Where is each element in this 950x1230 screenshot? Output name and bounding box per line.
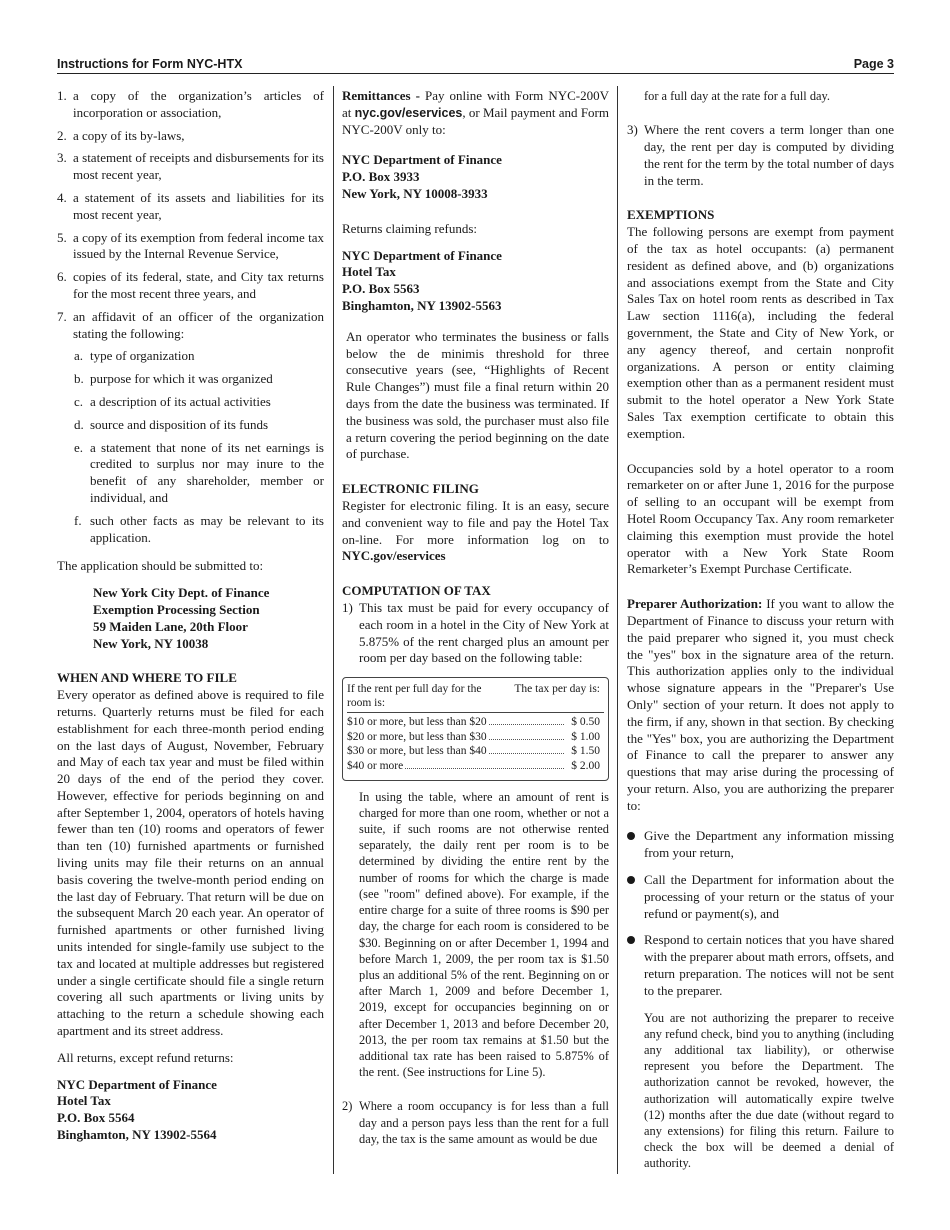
sublist-item: e. a statement that none of its net earnings is credited to surplus nor may inure to the benefit of any shareholder, member or individual, and: [74, 439, 324, 505]
refunds-intro: Returns claiming refunds:: [342, 220, 478, 236]
submit-intro: The application should be submitted to:: [57, 558, 264, 574]
sublist-item: f. such other facts as may be relevant to its application.: [74, 512, 324, 545]
electronic-filing-text: Register for electronic filing. It is an easy, secure and convenient way to file and pay the Hotel Tax on-line. For more information log on to NYC.gov/eservices: [342, 497, 609, 564]
preparer-authorization-text: Preparer Authorization: If you want to allow the Department of Finance to discuss your return with the paid preparer who signed it, you must check the "yes" box in the signature area of the return. This authorization applies only to the individual whose signature appears in the "Preparer's Use Only" section of your return. It does not apply to the firm, if any, shown in that section. By checking the "Yes" box, you are authorizing the Department of Finance to call the preparer to answer any questions that may arise during the processing of your return. Also, you are authorizing the preparer to:: [627, 596, 894, 813]
list-item: 1. a copy of the organization’s articles of incorporation or association,: [57, 88, 324, 120]
computation-item-2: 2) Where a room occupancy is for less than a full day and a person pays less than the rent for a full day, the tax is the same amount as would be due: [342, 1099, 609, 1146]
affidavit-sublist: [57, 348, 324, 546]
eservices-link[interactable]: nyc.gov/eservices: [354, 105, 463, 120]
column-3: [627, 88, 894, 1172]
column-divider-1: [333, 86, 334, 1174]
rent-column-header: If the rent per full day for the room is:: [347, 683, 482, 709]
refunds-address: NYC Department of Finance Hotel Tax P.O. Box 5563 Binghamton, NY 13902-5563: [342, 247, 502, 313]
bullet-icon: [627, 936, 635, 944]
remarketer-text: Occupancies sold by a hotel operator to a room remarketer on or after June 1, 2016 for the purpose of selling to an occupant will be exempt from Hotel Room Occupancy Tax. Any room remarketer claiming this exemption must provide the hotel operator with a New York State Room Remarketer’s Exempt Purchase Certificate.: [627, 460, 894, 577]
list-item: Respond to certain notices that you have shared with the preparer about math errors, offsets, and return preparation. The notices will not be sent to the preparer.: [627, 932, 894, 999]
returns-address: NYC Department of Finance Hotel Tax P.O. Box 5564 Binghamton, NY 13902-5564: [57, 1076, 217, 1143]
table-row: $30 or more, but less than $40 $ 1.50: [347, 745, 600, 758]
column-1: [57, 88, 324, 1144]
exemptions-text: The following persons are exempt from payment of the tax as hotel occupants: (a) permanent resident as defined above, and (b) organizations and associations exempt from the State and City Sales Tax on hotel room rents as described in Tax Law section 1116(a), including the federal government, the State and City of New York, or any agency thereof, and certain nonprofit organizations. A person or entity claiming exemption other than as a permanent resident must submit to the hotel operator a New York State Sales Tax exemption certificate to obtain this exemption.: [627, 224, 894, 441]
sublist-item: d. source and disposition of its funds: [74, 416, 269, 432]
preparer-bullet-list: [627, 828, 894, 999]
exemption-address: New York City Dept. of Finance Exemption Processing Section 59 Maiden Lane, 20th Floor New York, NY 10038: [93, 585, 270, 651]
list-item: 5. a copy of its exemption from federal income tax issued by the Internal Revenue Service,: [57, 229, 324, 262]
table-row: $20 or more, but less than $30 $ 1.00: [347, 730, 600, 743]
when-where-text: Every operator as defined above is required to file returns. Quarterly returns must be filed for each establishment for each three-month period ending on the last days of August, November, February and May of each tax year and must be filed within 20 days of the end of the period they cover. However, effective for periods beginning on and after September 1, 2004, operators of hotels having fewer than ten (10) rooms and operators of fewer than ten (10) furnished apartments or furnished living units may file their returns on an annual basis covering the twelve-month period ending on the last day of February. That return will be due on the subsequent March 20 each year. An operator of furnished apartments or other furnished living units intended for single-family use subject to the tax and located at multiple addresses but registered under a single certificate should file a single return covering all such apartments or living units by attaching to the return a schedule showing each apartment and its street address.: [57, 687, 324, 1039]
header-rule: [57, 73, 894, 74]
list-item: 7. an affidavit of an officer of the organization stating the following:: [57, 308, 324, 341]
electronic-filing-heading: ELECTRONIC FILING: [342, 481, 479, 497]
bullet-icon: [627, 876, 635, 884]
sublist-item: b. purpose for which it was organized: [74, 371, 273, 387]
operator-termination-text: An operator who terminates the business or falls below the de minimis threshold for three consecutive years (see, “Highlights of Recent Rule Changes”) must file a final return within 20 days from the date the business was terminated. If the business was sold, the purchaser must also file a return covering the period beginning on the date of purchase.: [346, 328, 609, 462]
column-2: [342, 88, 609, 1147]
remittances-paragraph: Remittances - Pay online with Form NYC-200V at nyc.gov/eservices, or Mail payment and Form NYC-200V only to:: [342, 88, 609, 137]
table-header: [347, 683, 604, 713]
list-item: Call the Department for information about the processing of your return or the status of your refund or payment(s), and: [627, 872, 894, 922]
table-row: $10 or more, but less than $20 $ 0.50: [347, 716, 600, 729]
computation-item-2-continued: for a full day at the rate for a full day.: [644, 89, 831, 103]
list-item: 3. a statement of receipts and disbursements for its most recent year,: [57, 150, 324, 183]
list-item: 4. a statement of its assets and liabilities for its most recent year,: [57, 189, 324, 222]
requirements-list: [57, 88, 324, 342]
page-number: Page 3: [853, 57, 894, 71]
not-authorizing-text: You are not authorizing the preparer to receive any refund check, bind you to anything (including any additional tax liability), or otherwise represent you before the Department. The authorization cannot be revoked, however, the authorization will automatically expire twelve (12) months after the due date (without regard to any extensions) for filing this return. Failure to check the box will be deemed a denial of authority.: [644, 1010, 894, 1171]
computation-heading: COMPUTATION OF TAX: [342, 583, 491, 599]
nyc-eservices-link[interactable]: NYC.gov/eservices: [342, 548, 446, 564]
sublist-item: c. a description of its actual activities: [74, 393, 271, 409]
computation-item-3: 3) Where the rent covers a term longer than one day, the rent per day is computed by dividing the rent for the term by the total number of days in the term.: [627, 122, 894, 188]
exemptions-heading: EXEMPTIONS: [627, 207, 715, 223]
document-title: Instructions for Form NYC-HTX: [57, 57, 243, 71]
page-header: [57, 57, 894, 73]
table-row: $40 or more $ 2.00: [347, 760, 600, 773]
list-item: 2. a copy of its by-laws,: [57, 127, 185, 143]
list-item: Give the Department any information missing from your return,: [627, 828, 894, 862]
when-where-heading: WHEN AND WHERE TO FILE: [57, 670, 237, 686]
all-returns-intro: All returns, except refund returns:: [57, 1049, 234, 1065]
bullet-icon: [627, 832, 635, 840]
tax-rate-table: [342, 677, 609, 781]
list-item: 6. copies of its federal, state, and City tax returns for the most recent three years, and: [57, 269, 324, 301]
table-note: In using the table, where an amount of rent is charged for more than one room, whether or not a suite, if such rooms are not otherwise rented separately, the daily rent per room is to be determined by dividing the entire rent by the number of rooms for which the charge is made (see "room" defined above). For example, if the entire charge for a suite of three rooms is $90 per day, the charge for each room is considered to be $30. Beginning on or after December 1, 1994 and before March 1, 2009, the per room tax is $1.50 plus an additional 5% of the rent. Beginning on or after March 1, 2009 and before December 1, 2019, except for occupancies beginning on or after December 1, 2013 and before December 20, 2013, the per room tax remains at $1.50 but the additional tax rate has been raised to 5.875% of the rent. (See instructions for Line 5).: [359, 789, 609, 1080]
tax-column-header: The tax per day is:: [514, 683, 600, 696]
computation-item-1: 1) This tax must be paid for every occupancy of each room in a hotel in the City of New York at 5.875% of the rent charged plus an amount per room per day based on the following table:: [342, 599, 609, 666]
remittance-address: NYC Department of Finance P.O. Box 3933 New York, NY 10008-3933: [342, 152, 502, 201]
sublist-item: a. type of organization: [74, 348, 195, 364]
column-divider-2: [617, 86, 618, 1174]
